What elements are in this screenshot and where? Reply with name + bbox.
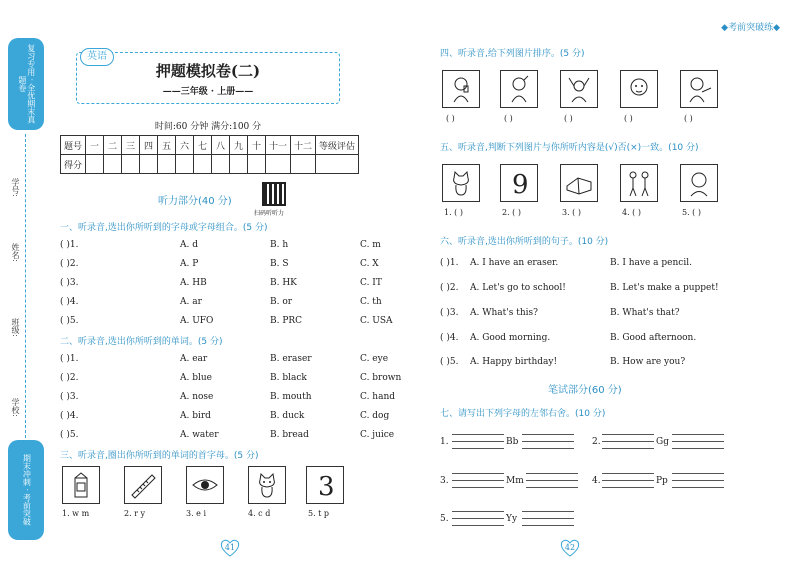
score-cell: 十一 bbox=[266, 136, 291, 155]
answer-blank[interactable]: ( ) bbox=[504, 114, 513, 123]
q6-item bbox=[440, 258, 692, 268]
paper-title: 押题模拟卷(二) bbox=[155, 62, 261, 80]
child-raising-arms-icon bbox=[564, 74, 594, 104]
side-tab-top: 复习专用 · 全优期末真题卷 bbox=[8, 38, 44, 130]
picture-milk bbox=[62, 466, 100, 504]
item-number: ( )5. bbox=[60, 316, 79, 326]
letter-label: Bb bbox=[506, 437, 519, 447]
score-cell: 等级评估 bbox=[316, 136, 359, 155]
side-dashed-line bbox=[25, 134, 26, 438]
option-c[interactable]: C. brown bbox=[360, 373, 402, 383]
item-number: ( )2. bbox=[60, 259, 79, 269]
item-number: ( )1. bbox=[60, 354, 79, 364]
q7-item bbox=[440, 514, 449, 524]
item-number: ( )1. bbox=[440, 258, 459, 268]
q7-item bbox=[440, 476, 449, 486]
q2-item bbox=[60, 354, 388, 364]
score-cell: 题号 bbox=[61, 136, 86, 155]
picture-number-three bbox=[306, 466, 344, 504]
page-number-text: 41 bbox=[224, 543, 236, 552]
option-c[interactable]: C. th bbox=[360, 297, 382, 307]
q1-item bbox=[60, 297, 382, 307]
picture-q4-2 bbox=[500, 70, 538, 108]
time-line: 时间:60 分钟 满分:100 分 bbox=[154, 122, 262, 132]
item-number: ( )2. bbox=[440, 283, 459, 293]
q6-title: 六、听录音,选出你所听到的句子。(10 分) bbox=[440, 237, 609, 247]
picture-q5-cat bbox=[442, 164, 480, 202]
grade-line: ——三年级 · 上册—— bbox=[162, 87, 254, 97]
option-a[interactable]: A. Happy birthday! bbox=[470, 357, 558, 367]
score-input-cell[interactable] bbox=[140, 155, 158, 174]
q3-title: 三、听录音,圈出你所听到的单词的首字母。(5 分) bbox=[60, 451, 259, 461]
q7-item bbox=[592, 476, 601, 486]
q6-item bbox=[440, 333, 696, 343]
number-three-icon bbox=[310, 470, 340, 500]
option-b[interactable]: B. Good afternoon. bbox=[610, 333, 697, 343]
child-pointing-icon bbox=[684, 74, 714, 104]
score-cell: 八 bbox=[212, 136, 230, 155]
score-cell: 六 bbox=[176, 136, 194, 155]
qr-code[interactable] bbox=[262, 182, 286, 206]
option-b[interactable]: B. HK bbox=[270, 278, 297, 288]
q7-letter bbox=[656, 476, 668, 486]
write-lines-right[interactable] bbox=[522, 505, 574, 526]
item-number: ( )4. bbox=[440, 333, 459, 343]
option-a[interactable]: A. Good morning. bbox=[470, 333, 551, 343]
q5-title: 五、听录音,判断下列图片与你所听内容是(√)否(×)一致。(10 分) bbox=[440, 143, 699, 153]
score-table-header-row bbox=[61, 136, 359, 155]
score-input-cell[interactable] bbox=[266, 155, 291, 174]
option-a[interactable]: A. What's this? bbox=[470, 308, 538, 318]
q1-title: 一、听录音,选出你所听到的字母或字母组合。(5 分) bbox=[60, 223, 268, 233]
q7-letter bbox=[506, 514, 517, 524]
letter-label: Mm bbox=[506, 476, 524, 486]
picture-q4-4 bbox=[620, 70, 658, 108]
option-b[interactable]: B. Let's make a puppet! bbox=[610, 283, 719, 293]
option-a[interactable]: A. nose bbox=[180, 392, 214, 402]
q7-item bbox=[440, 437, 452, 447]
option-c[interactable]: C. USA bbox=[360, 316, 393, 326]
q2-item bbox=[60, 373, 401, 383]
q4-title: 四、听录音,给下列图片排序。(5 分) bbox=[440, 49, 585, 59]
option-a[interactable]: A. UFO bbox=[180, 316, 214, 326]
picture-eye bbox=[186, 466, 224, 504]
score-input-cell[interactable] bbox=[230, 155, 248, 174]
option-a[interactable]: A. d bbox=[180, 240, 198, 250]
write-lines-right[interactable] bbox=[672, 428, 724, 449]
q7-title: 七、请写出下列字母的左邻右舍。(10 分) bbox=[440, 409, 606, 419]
q3-answers bbox=[62, 509, 329, 518]
item-number: ( )5. bbox=[60, 430, 79, 440]
score-cell: 九 bbox=[230, 136, 248, 155]
child-face-icon bbox=[624, 74, 654, 104]
answer-blank[interactable]: ( ) bbox=[624, 114, 633, 123]
page-number-text: 42 bbox=[564, 543, 576, 552]
answer-blank[interactable]: 1. ( ) bbox=[444, 208, 463, 217]
q2-item bbox=[60, 392, 395, 402]
child-drinking-icon bbox=[446, 74, 476, 104]
option-a[interactable]: A. HB bbox=[180, 278, 207, 288]
q7-letter bbox=[656, 437, 669, 447]
cat-icon bbox=[252, 470, 282, 500]
score-table bbox=[60, 135, 359, 174]
side-strip bbox=[8, 38, 44, 558]
item-number: ( )3. bbox=[60, 278, 79, 288]
q3-choice[interactable]: 4. c d bbox=[248, 509, 271, 518]
option-b[interactable]: B. I have a pencil. bbox=[610, 258, 692, 268]
q3-choice[interactable]: 5. t p bbox=[308, 509, 330, 518]
picture-q5-people bbox=[620, 164, 658, 202]
option-a[interactable]: A. ear bbox=[180, 354, 208, 364]
letter-label: Yy bbox=[506, 514, 518, 524]
picture-cat bbox=[248, 466, 286, 504]
item-number: ( )2. bbox=[60, 373, 79, 383]
top-tag: ◆考前突破练◆ bbox=[721, 23, 780, 33]
child-eating-icon bbox=[504, 74, 534, 104]
option-b[interactable]: B. What's that? bbox=[610, 308, 680, 318]
score-input-cell[interactable] bbox=[176, 155, 194, 174]
score-input-cell[interactable] bbox=[212, 155, 230, 174]
page-number-left bbox=[218, 538, 242, 558]
write-lines-right[interactable] bbox=[526, 467, 578, 488]
option-c[interactable]: C. dog bbox=[360, 411, 390, 421]
q2-item bbox=[60, 430, 394, 440]
bread-icon bbox=[564, 168, 594, 198]
option-b[interactable]: B. eraser bbox=[270, 354, 312, 364]
q1-item bbox=[60, 316, 393, 326]
score-cell: 一 bbox=[86, 136, 104, 155]
q1-item bbox=[60, 259, 379, 269]
q6-item bbox=[440, 308, 680, 318]
milk-carton-icon bbox=[66, 470, 96, 500]
item-number: ( )4. bbox=[60, 297, 79, 307]
picture-q5-child bbox=[680, 164, 718, 202]
option-b[interactable]: B. black bbox=[270, 373, 307, 383]
qr-label: 扫码听听力 bbox=[254, 210, 285, 217]
child-face-icon bbox=[684, 168, 714, 198]
answer-blank[interactable]: 3. ( ) bbox=[562, 208, 581, 217]
score-table-score-row bbox=[61, 155, 359, 174]
item-number: 4. bbox=[592, 476, 601, 486]
side-tab-bottom: 期末冲刺 · 考前突破 bbox=[8, 440, 44, 540]
picture-q5-bread bbox=[560, 164, 598, 202]
q2-item bbox=[60, 411, 389, 421]
answer-blank[interactable]: 2. ( ) bbox=[502, 208, 521, 217]
write-lines-left[interactable] bbox=[452, 505, 504, 526]
ruler-icon bbox=[128, 470, 158, 500]
q1-item bbox=[60, 278, 382, 288]
write-lines-left[interactable] bbox=[602, 467, 654, 488]
item-number: 3. bbox=[440, 476, 449, 486]
school-field: 学校: bbox=[11, 398, 20, 417]
item-number: ( )4. bbox=[60, 411, 79, 421]
option-c[interactable]: C. hand bbox=[360, 392, 396, 402]
q6-item bbox=[440, 283, 719, 293]
letter-label: Pp bbox=[656, 476, 668, 486]
write-lines-right[interactable] bbox=[522, 428, 574, 449]
score-cell: 四 bbox=[140, 136, 158, 155]
score-cell: 五 bbox=[158, 136, 176, 155]
option-c[interactable]: C. m bbox=[360, 240, 381, 250]
option-b[interactable]: B. bread bbox=[270, 430, 309, 440]
picture-ruler bbox=[124, 466, 162, 504]
picture-q4-1 bbox=[442, 70, 480, 108]
svg-text:9: 9 bbox=[512, 170, 529, 198]
subject-badge: 英语 bbox=[80, 48, 114, 66]
answer-blank[interactable]: ( ) bbox=[446, 114, 455, 123]
option-b[interactable]: B. PRC bbox=[270, 316, 303, 326]
cat-icon bbox=[446, 168, 476, 198]
score-input-cell[interactable] bbox=[122, 155, 140, 174]
answer-blank[interactable]: ( ) bbox=[684, 114, 693, 123]
option-b[interactable]: B. or bbox=[270, 297, 293, 307]
eye-icon bbox=[190, 470, 220, 500]
writing-heading: 笔试部分(60 分) bbox=[548, 385, 622, 396]
option-c[interactable]: C. juice bbox=[360, 430, 395, 440]
write-lines-right[interactable] bbox=[672, 467, 724, 488]
score-cell: 十 bbox=[248, 136, 266, 155]
write-lines-left[interactable] bbox=[452, 428, 504, 449]
score-input-cell[interactable] bbox=[291, 155, 316, 174]
student-number-field: 学号: bbox=[11, 178, 20, 197]
option-a[interactable]: A. blue bbox=[180, 373, 212, 383]
option-c[interactable]: C. X bbox=[360, 259, 379, 269]
letter-label: Gg bbox=[656, 437, 669, 447]
q3-choice[interactable]: 3. e i bbox=[186, 509, 207, 518]
score-cell: 二 bbox=[104, 136, 122, 155]
q1-item bbox=[60, 240, 381, 250]
option-a[interactable]: A. water bbox=[180, 430, 219, 440]
option-a[interactable]: A. ar bbox=[180, 297, 202, 307]
option-c[interactable]: C. IT bbox=[360, 278, 382, 288]
picture-q5-nine bbox=[500, 164, 538, 202]
option-b[interactable]: B. How are you? bbox=[610, 357, 686, 367]
option-a[interactable]: A. bird bbox=[180, 411, 211, 421]
number-nine-icon bbox=[504, 168, 534, 198]
item-number: ( )3. bbox=[440, 308, 459, 318]
option-a[interactable]: A. I have an eraser. bbox=[470, 258, 559, 268]
score-cell: 十二 bbox=[291, 136, 316, 155]
class-field: 班级: bbox=[11, 318, 20, 337]
item-number: ( )5. bbox=[440, 357, 459, 367]
q7-item bbox=[592, 437, 601, 447]
name-field: 姓名: bbox=[11, 243, 20, 262]
write-lines-left[interactable] bbox=[452, 467, 504, 488]
answer-blank[interactable]: ( ) bbox=[564, 114, 573, 123]
score-cell: 三 bbox=[122, 136, 140, 155]
q5-parens bbox=[444, 208, 701, 217]
item-number: ( )3. bbox=[60, 392, 79, 402]
q3-choice[interactable]: 1. w m bbox=[62, 509, 90, 518]
option-c[interactable]: C. eye bbox=[360, 354, 389, 364]
score-input-cell[interactable] bbox=[248, 155, 266, 174]
item-number: ( )1. bbox=[60, 240, 79, 250]
answer-blank[interactable]: 4. ( ) bbox=[622, 208, 641, 217]
listening-heading: 听力部分(40 分) bbox=[158, 196, 232, 207]
picture-q4-5 bbox=[680, 70, 718, 108]
write-lines-left[interactable] bbox=[602, 428, 654, 449]
q4-parens bbox=[446, 114, 693, 123]
score-input-cell[interactable] bbox=[194, 155, 212, 174]
q3-choice[interactable]: 2. r y bbox=[124, 509, 146, 518]
picture-q4-3 bbox=[560, 70, 598, 108]
option-b[interactable]: B. h bbox=[270, 240, 289, 250]
option-a[interactable]: A. P bbox=[180, 259, 199, 269]
option-b[interactable]: B. S bbox=[270, 259, 289, 269]
option-b[interactable]: B. duck bbox=[270, 411, 305, 421]
score-cell: 七 bbox=[194, 136, 212, 155]
page-number-right bbox=[558, 538, 582, 558]
q2-title: 二、听录音,选出你所听到的单词。(5 分) bbox=[60, 337, 223, 347]
score-input-cell[interactable] bbox=[104, 155, 122, 174]
score-input-cell[interactable] bbox=[316, 155, 359, 174]
item-number: 2. bbox=[592, 437, 601, 447]
option-b[interactable]: B. mouth bbox=[270, 392, 312, 402]
option-a[interactable]: A. Let's go to school! bbox=[470, 283, 566, 293]
item-number: 1. bbox=[440, 437, 449, 447]
item-number: 5. bbox=[440, 514, 449, 524]
two-people-icon bbox=[624, 168, 654, 198]
score-input-cell[interactable] bbox=[86, 155, 104, 174]
score-cell: 得分 bbox=[61, 155, 86, 174]
svg-text:3: 3 bbox=[318, 472, 335, 500]
q7-letter bbox=[506, 437, 518, 447]
score-input-cell[interactable] bbox=[158, 155, 176, 174]
answer-blank[interactable]: 5. ( ) bbox=[682, 208, 701, 217]
q6-item bbox=[440, 357, 685, 367]
q7-letter bbox=[506, 476, 524, 486]
